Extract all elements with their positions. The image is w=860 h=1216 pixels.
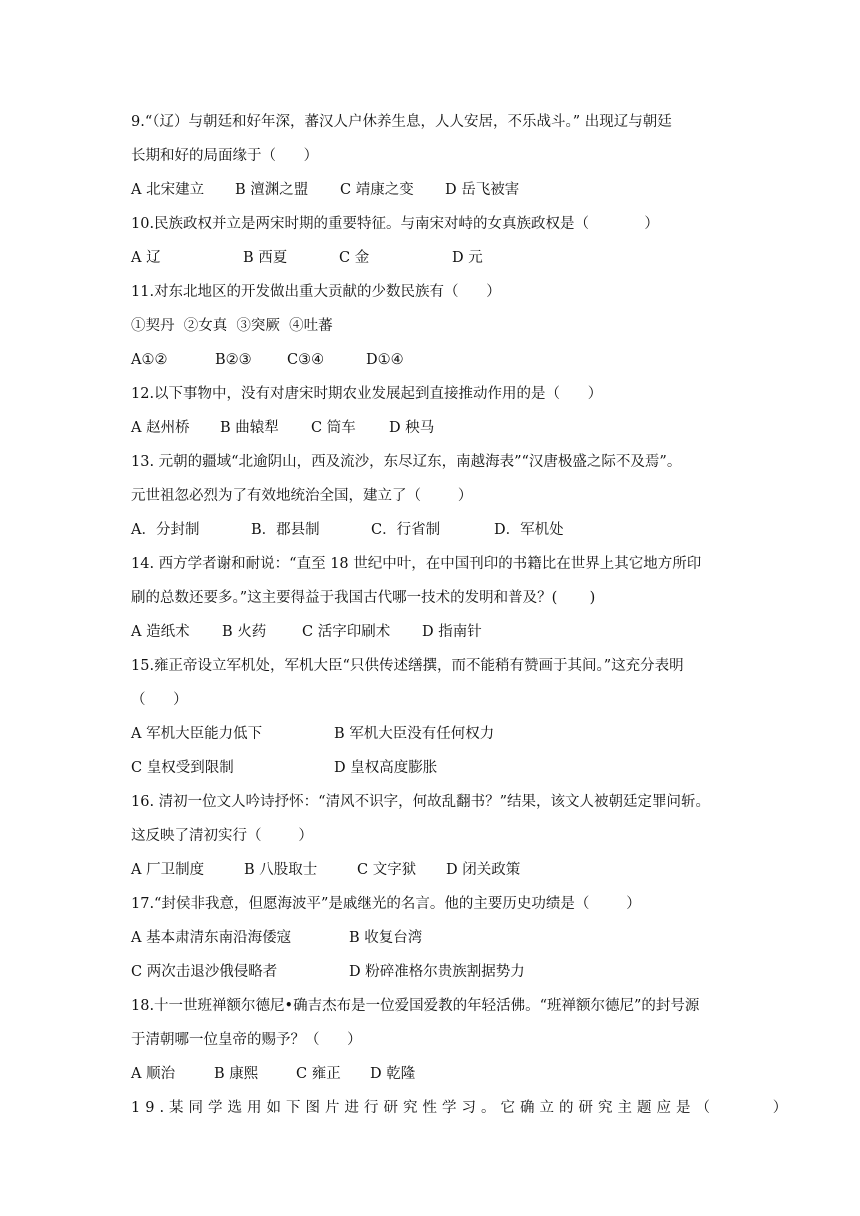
question-11-line-2: ①契丹 ②女真 ③突厥 ④吐蕃 [131,318,333,334]
question-11-line-1: 11.对东北地区的开发做出重大贡献的少数民族有（ ） [131,284,501,300]
question-14-line-1: 14. 西方学者谢和耐说：“直至 18 世纪中叶，在中国刊印的书籍比在世界上其它地方所印 [131,556,702,572]
question-13-line-1: 13. 元朝的疆域“北逾阴山，西及流沙，东尽辽东，南越海表”“汉唐极盛之际不及焉”。 [131,454,682,470]
question-10-option-a: A 辽 [131,250,161,266]
question-14-option-d: D 指南针 [422,624,482,640]
question-11-option-c: C③④ [287,352,325,368]
question-17-option-d: D 粉碎准格尔贵族割据势力 [349,964,525,980]
question-9-option-b: B 澶渊之盟 [235,182,309,198]
question-12-line-1: 12.以下事物中，没有对唐宋时期农业发展起到直接推动作用的是（ ） [131,386,603,402]
question-13-option-d: D．军机处 [494,522,564,538]
question-14-option-a: A 造纸术 [131,624,190,640]
question-12-option-d: D 秧马 [389,420,435,436]
question-18-option-d: D 乾隆 [370,1066,416,1082]
question-10-option-c: C 金 [339,250,370,266]
question-11-option-b: B②③ [215,352,252,368]
question-15-option-c: C 皇权受到限制 [131,760,234,776]
question-17-option-c: C 两次击退沙俄侵略者 [131,964,278,980]
question-14-option-b: B 火药 [222,624,267,640]
question-17-option-a: A 基本肃清东南沿海倭寇 [131,930,292,946]
question-13-line-2: 元世祖忽必烈为了有效地统治全国，建立了（ ） [131,488,473,504]
question-17-option-b: B 收复台湾 [349,930,423,946]
question-13-option-c: C．行省制 [371,522,441,538]
question-16-option-c: C 文字狱 [357,862,417,878]
question-12-option-c: C 筒车 [311,420,356,436]
question-17-line-1: 17.“封侯非我意，但愿海波平”是戚继光的名言。他的主要历史功绩是（ ） [131,896,641,912]
question-10-option-d: D 元 [452,250,483,266]
question-18-line-1: 18.十一世班禅额尔德尼•确吉杰布是一位爱国爱教的年轻活佛。“班禅额尔德尼”的封号源 [131,998,700,1014]
question-16-line-1: 16. 清初一位文人吟诗抒怀：“清风不识字，何故乱翻书？”结果，该文人被朝廷定罪问斩。 [131,794,710,810]
question-15-option-b: B 军机大臣没有任何权力 [334,726,495,742]
question-19-line-1: 19.某同学选用如下图片进行研究性学习。它确立的研究主题应是（ ） [131,1100,793,1116]
question-16-option-a: A 厂卫制度 [131,862,205,878]
question-9-option-d: D 岳飞被害 [445,182,520,198]
question-13-option-a: A．分封制 [131,522,200,538]
question-14-line-2: 刷的总数还要多。”这主要得益于我国古代哪一技术的发明和普及？( ) [131,590,596,606]
question-13-option-b: B．郡县制 [251,522,320,538]
question-18-option-a: A 顺治 [131,1066,176,1082]
question-10-line-1: 10.民族政权并立是两宋时期的重要特征。与南宋对峙的女真族政权是（ ） [131,216,659,232]
question-12-option-b: B 曲辕犁 [220,420,279,436]
question-16-line-2: 这反映了清初实行（ ） [131,828,313,844]
question-15-line-1: 15.雍正帝设立军机处，军机大臣“只供传述缮撰，而不能稍有赞画于其间。”这充分表明 [131,658,684,674]
question-14-option-c: C 活字印刷术 [302,624,391,640]
question-10-option-b: B 西夏 [243,250,288,266]
question-15-option-d: D 皇权高度膨胀 [334,760,438,776]
question-9-line-2: 长期和好的局面缘于（ ） [131,148,319,164]
question-16-option-b: B 八股取士 [244,862,318,878]
question-9-option-a: A 北宋建立 [131,182,205,198]
question-9-option-c: C 靖康之变 [340,182,414,198]
question-18-option-b: B 康熙 [214,1066,259,1082]
question-11-option-a: A①② [131,352,168,368]
question-15-line-2: （ ） [131,692,188,708]
question-18-line-2: 于清朝哪一位皇帝的赐予？（ ） [131,1032,362,1048]
question-11-option-d: D①④ [366,352,404,368]
question-16-option-d: D 闭关政策 [446,862,521,878]
question-15-option-a: A 军机大臣能力低下 [131,726,263,742]
question-9-line-1: 9.“（辽）与朝廷和好年深，蕃汉人户休养生息，人人安居，不乐战斗。” 出现辽与朝廷 [131,114,672,130]
question-12-option-a: A 赵州桥 [131,420,190,436]
question-18-option-c: C 雍正 [296,1066,341,1082]
